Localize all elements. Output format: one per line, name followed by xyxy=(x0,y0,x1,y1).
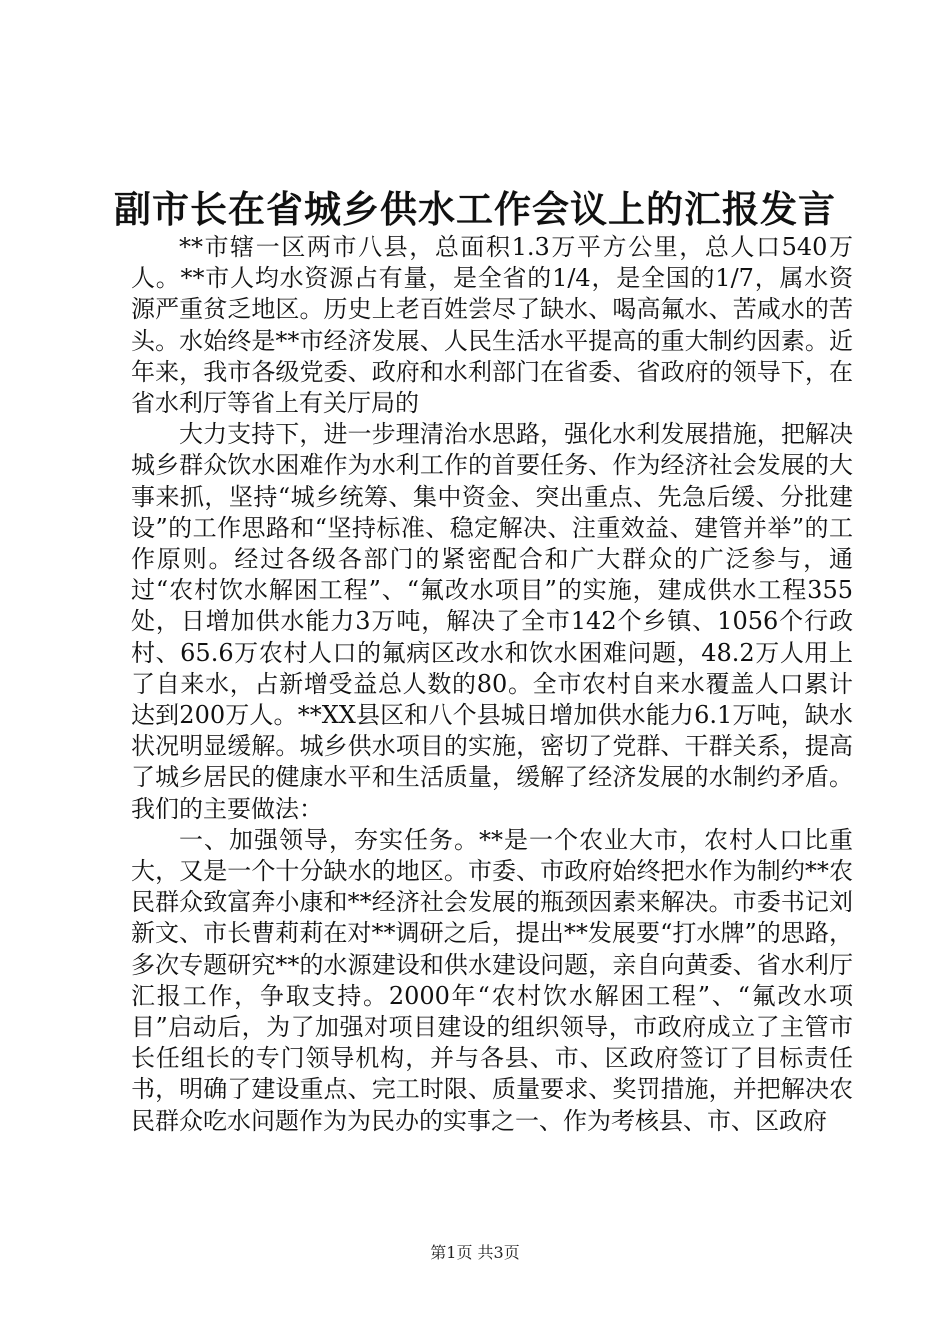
document-title: 副市长在省城乡供水工作会议上的汇报发言 xyxy=(114,187,836,231)
paragraph: 一、加强领导，夯实任务。**是一个农业大市，农村人口比重大，又是一个十分缺水的地区。市委、市政府始终把水作为制约**农民群众致富奔小康和**经济社会发展的瓶颈因素来解决。市委书记刘新文、市长曹莉莉在对**调研之后，提出**发展要“打水牌”的思路，多次专题研究**的水源建设和供水建设问题，亲自向黄委、省水利厅汇报工作，争取支持。2000年“农村饮水解困工程”、“氟改水项目”启动后，为了加强对项目建设的组织领导，市政府成立了主管市长任组长的专门领导机构，并与各县、市、区政府签订了目标责任书，明确了建设重点、完工时限、质量要求、奖罚措施，并把解决农民群众吃水问题作为为民办的实事之一、作为考核县、市、区政府 xyxy=(131,825,853,1135)
paragraph: 大力支持下，进一步理清治水思路，强化水利发展措施，把解决城乡群众饮水困难作为水利工作的首要任务、作为经济社会发展的大事来抓，坚持“城乡统筹、集中资金、突出重点、先急后缓、分批建设”的工作思路和“坚持标准、稳定解决、注重效益、建管并举”的工作原则。经过各级各部门的紧密配合和广大群众的广泛参与，通过“农村饮水解困工程”、“氟改水项目”的实施，建成供水工程355处，日增加供水能力3万吨，解决了全市142个乡镇、1056个行政村、65.6万农村人口的氟病区改水和饮水困难问题，48.2万人用上了自来水，占新增受益总人数的80。全市农村自来水覆盖人口累计达到200万人。**XX县区和八个县城日增加供水能力6.1万吨，缺水状况明显缓解。城乡供水项目的实施，密切了党群、干群关系，提高了城乡居民的健康水平和生活质量，缓解了经济发展的水制约矛盾。我们的主要做法： xyxy=(131,420,853,823)
page-number-footer: 第1页 共3页 xyxy=(430,1243,520,1262)
document-body xyxy=(131,232,853,1137)
paragraph: **市辖一区两市八县，总面积1.3万平方公里，总人口540万人。**市人均水资源占有量，是全省的1/4，是全国的1/7，属水资源严重贫乏地区。历史上老百姓尝尽了缺水、喝高氟水、苦咸水的苦头。水始终是**市经济发展、人民生活水平提高的重大制约因素。近年来，我市各级党委、政府和水利部门在省委、省政府的领导下，在省水利厅等省上有关厅局的 xyxy=(131,233,853,418)
